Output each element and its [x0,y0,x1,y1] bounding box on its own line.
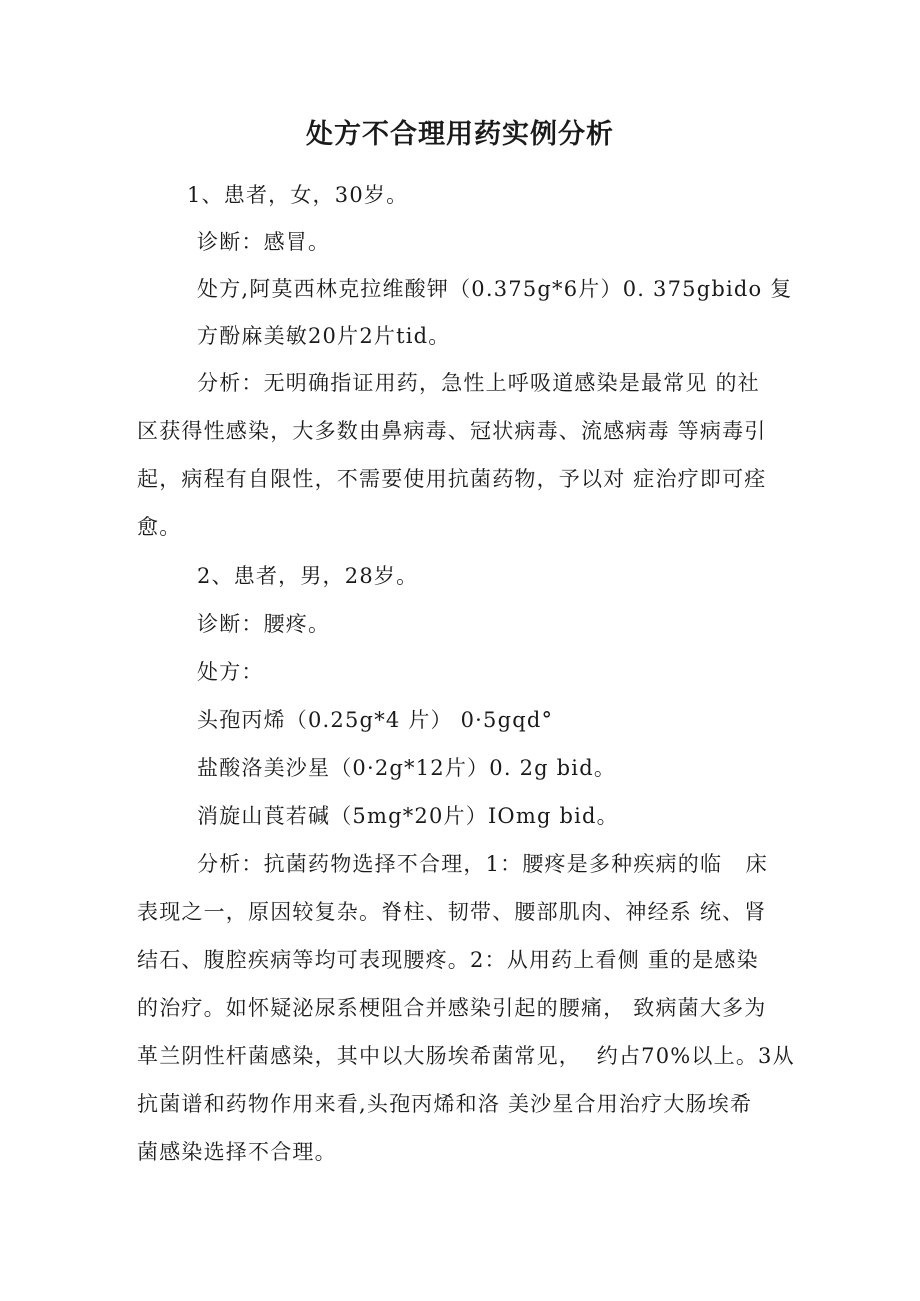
case2-analysis-line: 革兰阴性杆菌感染，其中以大肠埃希菌常见， 约占70%以上。3从 [137,1044,795,1068]
case2-drug-line: 头孢丙烯（0.25g*4 片） 0·5gqd° [197,708,554,732]
document-title: 处方不合理用药实例分析 [306,119,614,150]
case1-prescription-line: 处方,阿莫西林克拉维酸钾（0.375g*6片）0. 375gbido 复 [197,277,793,301]
case2-analysis-line: 菌感染选择不合理。 [137,1140,337,1164]
case1-analysis-line: 起，病程有自限性，不需要使用抗菌药物，予以对 症治疗即可痊 [137,467,767,491]
case2-prescription-label: 处方： [197,660,264,684]
case1-heading: 1、患者，女，30岁。 [187,183,409,207]
case2-analysis-line: 分析：抗菌药物选择不合理，1：腰疼是多种疾病的临 床 [197,852,768,876]
case1-diagnosis: 诊断：感冒。 [197,230,331,254]
case1-analysis-line: 分析：无明确指证用药，急性上呼吸道感染是最常见 的社 [197,371,760,395]
case2-heading: 2、患者，男，28岁。 [197,564,419,588]
case1-analysis-line: 区获得性感染，大多数由鼻病毒、冠状病毒、流感病毒 等病毒引 [137,419,767,443]
case2-drug-line: 盐酸洛美沙星（0·2g*12片）0. 2g bid。 [197,756,617,780]
case2-analysis-line: 结石、腹腔疾病等均可表现腰疼。2：从用药上看侧 重的是感染 [137,948,759,972]
case2-drug-line: 消旋山莨若碱（5mg*20片）IOmg bid。 [197,804,619,828]
case2-analysis-line: 表现之一，原因较复杂。脊柱、韧带、腰部肌肉、神经系 统、肾 [137,900,767,924]
case2-analysis-line: 的治疗。如怀疑泌尿系梗阻合并感染引起的腰痛， 致病菌大多为 [137,996,767,1020]
case2-analysis-line: 抗菌谱和药物作用来看,头孢丙烯和洛 美沙星合用治疗大肠埃希 [137,1092,753,1116]
case1-analysis-line: 愈。 [137,515,182,539]
case2-diagnosis: 诊断：腰疼。 [197,612,331,636]
case1-prescription-line: 方酚麻美敏20片2片tid。 [197,324,451,348]
